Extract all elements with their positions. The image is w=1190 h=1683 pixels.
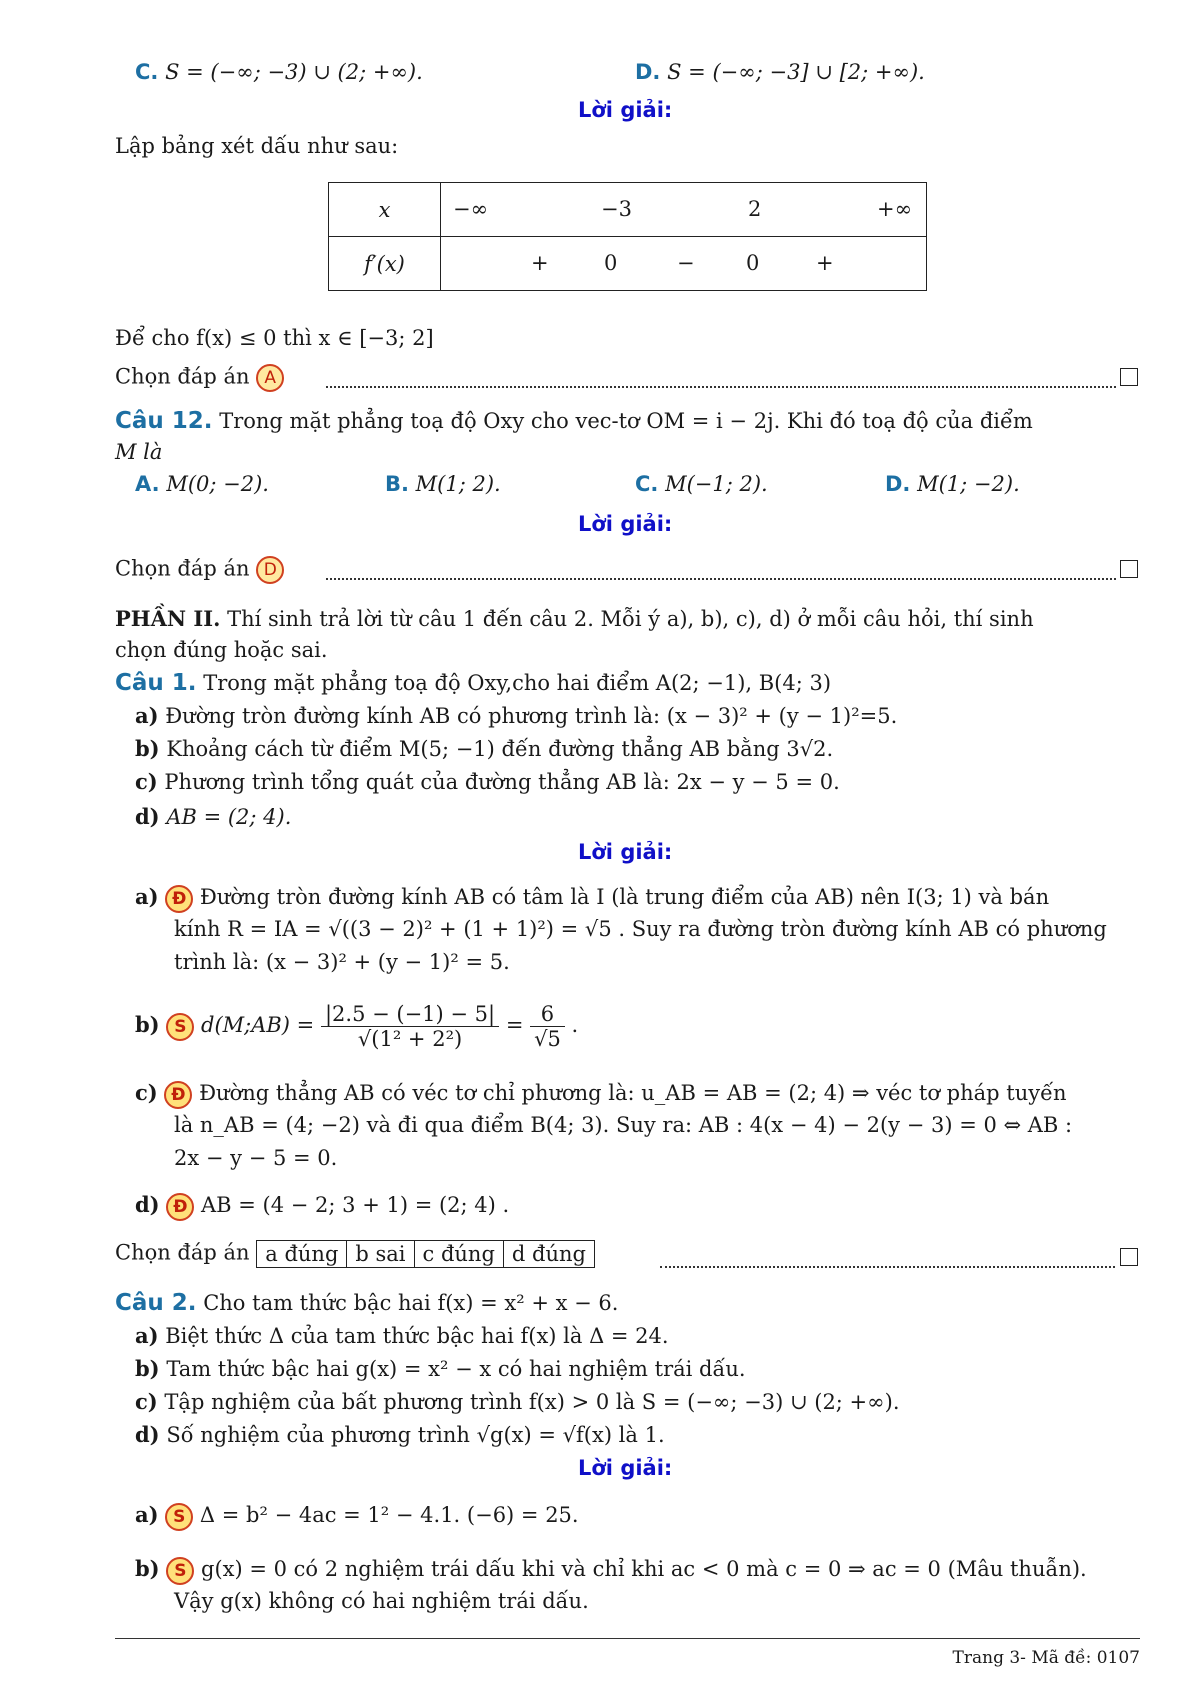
dotted-leader — [326, 578, 1116, 580]
answer-box: d đúng — [511, 1242, 586, 1266]
true-mark-badge: Đ — [166, 1193, 194, 1221]
table-cell: 2 — [748, 197, 762, 221]
p2-question-1 — [115, 670, 831, 696]
p2-question-2 — [115, 1290, 618, 1316]
fraction-denominator: √5 — [534, 1027, 561, 1051]
option-c — [135, 60, 423, 84]
period: . — [571, 1013, 579, 1037]
solution-text: 2x − y − 5 = 0. — [174, 1146, 338, 1170]
page-footer: Trang 3- Mã đề: 0107 — [952, 1648, 1140, 1668]
fraction-numerator: |2.5 − (−1) − 5| — [321, 1002, 499, 1027]
solution-text: là n_AB = (4; −2) và đi qua điểm B(4; 3). Suy ra: AB : 4(x − 4) − 2(y − 3) = 0 ⇔ AB : — [174, 1113, 1073, 1137]
solution-heading: Lời giải: — [578, 1456, 673, 1480]
solution-text: Δ = b² − 4ac = 1² − 4.1. (−6) = 25. — [199, 1503, 579, 1527]
solution-a — [135, 1502, 579, 1531]
choose-answer-label: Chọn đáp án — [115, 364, 250, 389]
option-text: S = (−∞; −3) ∪ (2; +∞). — [165, 60, 423, 84]
statement-d — [135, 804, 291, 829]
answer-line-q12 — [115, 556, 284, 584]
sign-table — [328, 182, 927, 291]
table-cell: −∞ — [453, 197, 489, 221]
table-cell: + — [531, 251, 549, 275]
statement-text: Biệt thức Δ của tam thức bậc hai f(x) là Δ = 24. — [165, 1324, 669, 1348]
qed-square-icon — [1120, 368, 1138, 386]
statement-text: Đường tròn đường kính AB có phương trình là: (x − 3)² + (y − 1)²=5. — [165, 704, 898, 728]
statement-d — [135, 1422, 665, 1447]
statement-c — [135, 769, 840, 794]
statement-text: Phương trình tổng quát của đường thẳng AB là: 2x − y − 5 = 0. — [164, 770, 840, 794]
answer-box: b sai — [347, 1241, 414, 1267]
solution-b — [135, 1556, 1087, 1585]
solution-text: g(x) = 0 có 2 nghiệm trái dấu khi và chỉ khi ac < 0 mà c = 0 ⇒ ac = 0 (Mâu thuẫn). — [201, 1557, 1087, 1581]
answer-boxes — [256, 1240, 595, 1268]
part-text-line2: chọn đúng hoặc sai. — [115, 638, 328, 662]
option-text: M(0; −2). — [166, 472, 269, 496]
option-label: D. — [635, 60, 661, 84]
qed-square-icon — [1120, 560, 1138, 578]
false-mark-badge: S — [165, 1503, 193, 1531]
statement-label: b) — [135, 1356, 160, 1381]
statement-c — [135, 1389, 900, 1414]
statement-label: b) — [135, 736, 160, 761]
answer-line-p2q1 — [115, 1240, 595, 1268]
statement-label: c) — [135, 769, 158, 794]
question-text: Trong mặt phẳng toạ độ Oxy cho vec-tơ OM = i − 2j. Khi đó toạ độ của điểm — [219, 409, 1033, 433]
fraction — [530, 1002, 565, 1051]
solution-text: AB = (4 − 2; 3 + 1) = (2; 4) . — [201, 1193, 510, 1217]
statement-text: AB = (2; 4). — [166, 805, 292, 829]
option-label: B. — [385, 472, 409, 496]
statement-text: Tam thức bậc hai g(x) = x² − x có hai nghiệm trái dấu. — [166, 1357, 746, 1381]
table-cell: − — [677, 251, 695, 275]
dotted-leader — [326, 386, 1116, 388]
equals-sign: = — [505, 1013, 524, 1037]
statement-text: Khoảng cách từ điểm M(5; −1) đến đường thẳng AB bằng 3√2. — [166, 737, 834, 761]
statement-label: d) — [135, 804, 160, 829]
option-d — [635, 60, 925, 84]
solution-c — [135, 1080, 1067, 1109]
part-text: Thí sinh trả lời từ câu 1 đến câu 2. Mỗi ý a), b), c), d) ở mỗi câu hỏi, thí sinh — [227, 607, 1034, 631]
answer-badge: D — [256, 556, 284, 584]
statement-label: d) — [135, 1192, 160, 1217]
answer-badge: A — [256, 364, 284, 392]
q12-option-b — [385, 472, 501, 496]
formula-lhs: d(M;AB) = — [201, 1013, 315, 1037]
table-header-x: x — [329, 183, 441, 237]
solution-text: Đường tròn đường kính AB có tâm là I (là trung điểm của AB) nên I(3; 1) và bán — [199, 885, 1050, 909]
statement-label: a) — [135, 1323, 159, 1348]
statement-a — [135, 703, 897, 728]
solution-heading: Lời giải: — [578, 840, 673, 864]
solution-a — [135, 884, 1049, 913]
table-row-x-values — [441, 183, 927, 237]
question-title: Câu 1. — [115, 670, 197, 696]
question-title: Câu 2. — [115, 1290, 197, 1316]
statement-text: Số nghiệm của phương trình √g(x) = √f(x) là 1. — [166, 1423, 665, 1447]
qed-square-icon — [1120, 1248, 1138, 1266]
false-mark-badge: S — [166, 1557, 194, 1585]
option-text: S = (−∞; −3] ∪ [2; +∞). — [667, 60, 925, 84]
answer-box: c đúng — [415, 1241, 504, 1267]
conclusion-text: Để cho f(x) ≤ 0 thì x ∈ [−3; 2] — [115, 326, 434, 350]
table-cell: 0 — [746, 251, 760, 275]
option-label: A. — [135, 472, 160, 496]
q12-option-d — [885, 472, 1020, 496]
table-cell: + — [816, 251, 834, 275]
table-cell: −3 — [601, 197, 632, 221]
solution-b — [135, 1002, 578, 1051]
statement-label: a) — [135, 884, 159, 909]
table-row-sign-values — [441, 237, 927, 291]
fraction-denominator: √(1² + 2²) — [357, 1027, 463, 1051]
choose-answer-label: Chọn đáp án — [115, 1240, 250, 1265]
statement-label: a) — [135, 703, 159, 728]
sign-table-intro: Lập bảng xét dấu như sau: — [115, 134, 399, 158]
option-text: M(−1; 2). — [665, 472, 768, 496]
statement-label: d) — [135, 1422, 160, 1447]
statement-b — [135, 1356, 746, 1381]
option-label: C. — [135, 60, 159, 84]
solution-heading: Lời giải: — [578, 512, 673, 536]
true-mark-badge: Đ — [165, 885, 193, 913]
question-title: Câu 12. — [115, 408, 213, 434]
statement-b — [135, 736, 833, 761]
question-12 — [115, 408, 1033, 434]
answer-line-q11 — [115, 364, 284, 392]
q12-option-c — [635, 472, 768, 496]
true-mark-badge: Đ — [164, 1081, 192, 1109]
solution-text: Đường thẳng AB có véc tơ chỉ phương là: u_AB = AB = (2; 4) ⇒ véc tơ pháp tuyến — [199, 1081, 1067, 1105]
statement-label: b) — [135, 1012, 160, 1037]
table-header-fprime: f′(x) — [329, 237, 441, 291]
dotted-leader — [660, 1266, 1115, 1268]
question-text: Cho tam thức bậc hai f(x) = x² + x − 6. — [203, 1291, 619, 1315]
table-cell: +∞ — [877, 197, 913, 221]
question-text-line2: M là — [115, 440, 163, 464]
solution-text: kính R = IA = √((3 − 2)² + (1 + 1)²) = √5 . Suy ra đường tròn đường kính AB có phương — [174, 917, 1107, 941]
solution-d — [135, 1192, 509, 1221]
question-text: Trong mặt phẳng toạ độ Oxy,cho hai điểm A(2; −1), B(4; 3) — [203, 671, 832, 695]
table-cell: 0 — [604, 251, 618, 275]
statement-label: a) — [135, 1502, 159, 1527]
statement-a — [135, 1323, 669, 1348]
false-mark-badge: S — [166, 1013, 194, 1041]
choose-answer-label: Chọn đáp án — [115, 556, 250, 581]
part-title: PHẦN II. — [115, 606, 221, 631]
q12-option-a — [135, 472, 269, 496]
option-text: M(1; −2). — [917, 472, 1020, 496]
solution-heading: Lời giải: — [578, 98, 673, 122]
option-text: M(1; 2). — [415, 472, 501, 496]
solution-text: Vậy g(x) không có hai nghiệm trái dấu. — [174, 1589, 589, 1613]
footer-rule — [115, 1638, 1140, 1639]
answer-box: a đúng — [257, 1241, 347, 1267]
option-label: D. — [885, 472, 911, 496]
part-2-intro — [115, 606, 1034, 631]
fraction — [321, 1002, 499, 1051]
option-label: C. — [635, 472, 659, 496]
statement-label: b) — [135, 1556, 160, 1581]
statement-label: c) — [135, 1080, 158, 1105]
statement-label: c) — [135, 1389, 158, 1414]
statement-text: Tập nghiệm của bất phương trình f(x) > 0 là S = (−∞; −3) ∪ (2; +∞). — [164, 1390, 900, 1414]
fraction-numerator: 6 — [530, 1002, 565, 1027]
solution-text: trình là: (x − 3)² + (y − 1)² = 5. — [174, 950, 510, 974]
